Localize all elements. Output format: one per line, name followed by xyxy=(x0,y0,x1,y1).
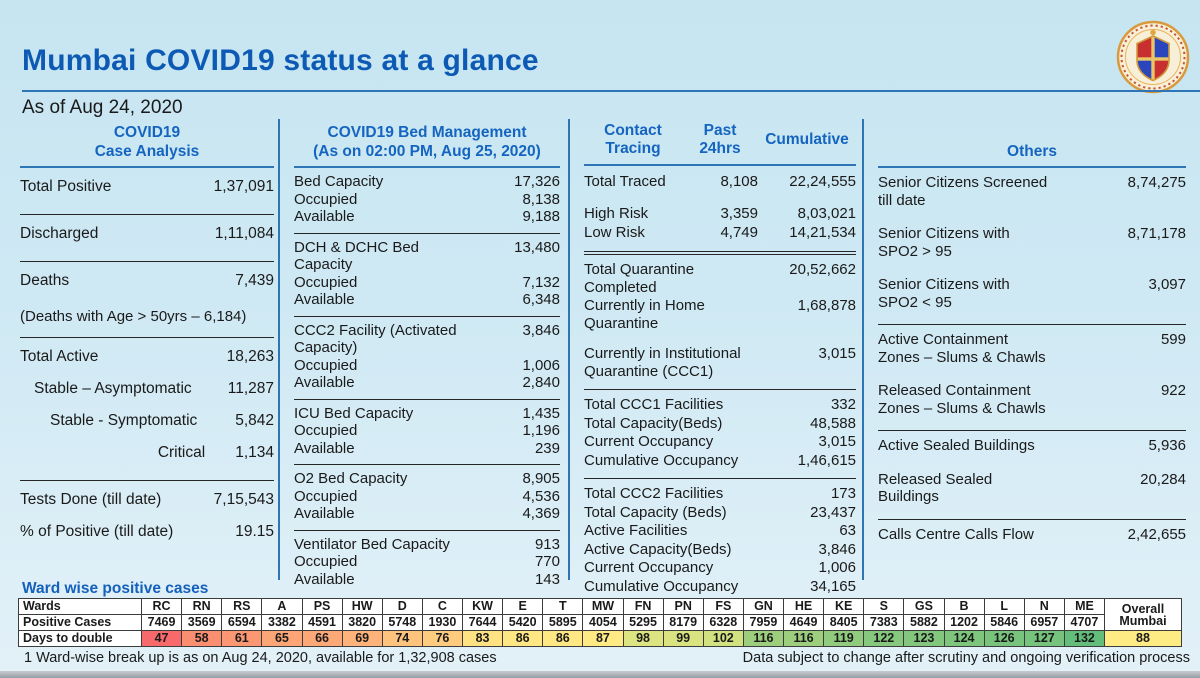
stat-row xyxy=(878,471,1186,506)
stat-row xyxy=(584,433,856,452)
ward-code: C xyxy=(422,599,462,615)
stat-value: 913 xyxy=(534,535,560,553)
stat-label: Released Sealed Buildings xyxy=(878,470,993,505)
stat-label: Total Capacity(Beds) xyxy=(584,414,723,432)
stat-row xyxy=(294,405,560,423)
ward-positive-cases: 4591 xyxy=(302,615,342,631)
stat-group xyxy=(584,479,856,604)
case-analysis-column xyxy=(12,119,278,580)
stat-label: Tests Done (till date) xyxy=(20,491,162,508)
stat-row xyxy=(294,553,560,571)
overall-mumbai-label: Overall Mumbai xyxy=(1105,599,1182,631)
case-analysis-header xyxy=(20,119,274,166)
stat-label: Senior Citizens with SPO2 < 95 xyxy=(878,276,1010,311)
stat-label: Ventilator Bed Capacity xyxy=(294,535,450,553)
stat-label: Total CCC2 Facilities xyxy=(584,485,724,502)
stat-label: Discharged xyxy=(20,225,99,242)
stat-label: Available xyxy=(294,439,355,457)
ward-code: FS xyxy=(703,599,743,615)
stat-label: Occupied xyxy=(294,356,358,374)
stat-row xyxy=(294,239,560,274)
ward-code: KW xyxy=(463,599,503,615)
stat-label: Total CCC1 Facilities xyxy=(584,396,724,413)
stat-value: 20,52,662 xyxy=(789,261,856,278)
stat-value: 599 xyxy=(1160,331,1186,348)
ward-positive-cases: 5748 xyxy=(382,615,422,631)
stat-row xyxy=(294,374,560,392)
contact-tracing-row xyxy=(584,223,856,243)
stat-value: 1,196 xyxy=(522,422,560,439)
ward-code: FN xyxy=(623,599,663,615)
ward-days-to-double: 69 xyxy=(342,631,382,647)
ward-days-to-double: 98 xyxy=(623,631,663,647)
stat-row xyxy=(878,225,1186,260)
ward-days-to-double: 47 xyxy=(142,631,182,647)
stat-value: 2,840 xyxy=(522,374,560,391)
ward-days-to-double: 102 xyxy=(703,631,743,647)
stat-value: 19.15 xyxy=(235,523,274,540)
bed-management-column xyxy=(280,119,568,588)
ward-code: MW xyxy=(583,599,623,615)
stat-value: 1,68,878 xyxy=(797,297,856,314)
ward-code: PS xyxy=(302,599,342,615)
positive-cases-row-label: Positive Cases xyxy=(19,615,142,631)
ward-days-to-double: 61 xyxy=(222,631,262,647)
stat-label: Stable - Symptomatic xyxy=(50,412,198,429)
stat-row xyxy=(20,515,274,547)
ward-positive-cases: 4649 xyxy=(784,615,824,631)
stat-label: Total Quarantine Completed xyxy=(584,261,695,296)
stat-value: 1,006 xyxy=(818,559,856,576)
stat-row xyxy=(294,505,560,523)
stat-value-cumulative: 22,24,555 xyxy=(789,173,856,190)
ward-positive-cases: 8179 xyxy=(663,615,703,631)
ward-code: D xyxy=(382,599,422,615)
ward-positive-cases: 5895 xyxy=(543,615,583,631)
stat-row xyxy=(584,414,856,433)
stat-value: 4,369 xyxy=(522,505,560,522)
stat-value: 1,006 xyxy=(522,356,560,374)
stat-value: 17,326 xyxy=(514,173,560,190)
stat-row xyxy=(294,173,560,191)
footer xyxy=(24,650,1190,666)
ward-positive-cases: 3382 xyxy=(262,615,302,631)
ward-positive-cases: 7644 xyxy=(463,615,503,631)
ward-positive-cases: 5846 xyxy=(984,615,1024,631)
ward-positive-cases: 7469 xyxy=(142,615,182,631)
ward-days-to-double: 123 xyxy=(904,631,944,647)
stat-value: 6,348 xyxy=(522,291,560,308)
stat-label: Released Containment Zones – Slums & Chawls xyxy=(878,382,1046,417)
stat-label: Current Occupancy xyxy=(584,433,714,450)
header-line: COVID19 Bed Management xyxy=(327,124,527,141)
table-row-positive-cases xyxy=(19,615,1182,631)
stat-row xyxy=(584,261,856,297)
ward-code: HE xyxy=(784,599,824,615)
stat-row xyxy=(294,274,560,292)
stat-row xyxy=(584,396,856,415)
ward-positive-cases: 1202 xyxy=(944,615,984,631)
ward-positive-cases: 3569 xyxy=(182,615,222,631)
stat-group xyxy=(20,481,274,559)
table-row-wards xyxy=(19,599,1182,615)
stat-label: Active Facilities xyxy=(584,522,688,539)
stat-row xyxy=(294,536,560,554)
ward-days-to-double: 74 xyxy=(382,631,422,647)
stat-group xyxy=(584,255,856,390)
stat-label: Currently in Home Quarantine xyxy=(584,297,705,332)
ward-positive-cases: 4054 xyxy=(583,615,623,631)
stat-label: High Risk xyxy=(584,204,649,222)
header-cumulative: Cumulative xyxy=(765,131,849,148)
stat-value: 173 xyxy=(830,485,856,502)
stat-group xyxy=(294,317,560,400)
ward-positive-cases: 4707 xyxy=(1064,615,1104,631)
stat-value: 23,437 xyxy=(810,503,856,521)
stat-value: 5,842 xyxy=(235,412,274,429)
stat-group xyxy=(878,331,1186,431)
bed-management-header xyxy=(294,119,560,166)
ward-days-to-double: 127 xyxy=(1024,631,1064,647)
stat-value: 922 xyxy=(1160,382,1186,399)
stat-label: Occupied xyxy=(294,190,358,208)
stat-row xyxy=(878,331,1186,366)
stat-label: Occupied xyxy=(294,422,358,439)
stat-value: 7,15,543 xyxy=(213,491,274,508)
header-line: Case Analysis xyxy=(94,143,200,160)
stat-label: Active Containment Zones – Slums & Chawls xyxy=(878,331,1046,366)
ward-positive-cases: 6328 xyxy=(703,615,743,631)
stat-row xyxy=(584,540,856,559)
header-contact-tracing: Contact Tracing xyxy=(604,122,662,157)
stat-row xyxy=(584,559,856,578)
ward-days-to-double: 87 xyxy=(583,631,623,647)
ward-table-container xyxy=(18,598,1182,647)
stat-row xyxy=(20,436,274,468)
contact-tracing-row xyxy=(584,172,856,192)
stat-row xyxy=(584,345,856,381)
ward-days-to-double: 76 xyxy=(422,631,462,647)
stat-value: 239 xyxy=(534,439,560,457)
ward-table xyxy=(18,598,1182,647)
stat-label: Senior Citizens Screened till date xyxy=(878,174,1048,209)
stat-row xyxy=(878,382,1186,417)
stat-value: 3,097 xyxy=(1148,276,1186,293)
overall-days-to-double: 88 xyxy=(1105,631,1182,647)
bed-management-stats xyxy=(294,168,560,595)
page-title: Mumbai COVID19 status at a glance xyxy=(22,44,539,77)
stat-label: ICU Bed Capacity xyxy=(294,404,414,422)
stat-row xyxy=(584,522,856,541)
ward-code: PN xyxy=(663,599,703,615)
contact-tracing-header xyxy=(584,119,856,164)
stat-value: 11,287 xyxy=(227,380,274,397)
stat-label: Stable – Asymptomatic xyxy=(34,380,192,397)
stat-group xyxy=(878,526,1186,557)
stat-value: 8,905 xyxy=(522,470,560,487)
stat-value: 3,015 xyxy=(818,433,856,450)
stat-value: 3,846 xyxy=(522,321,560,339)
ward-positive-cases: 1930 xyxy=(422,615,462,631)
stat-value: 770 xyxy=(534,553,560,570)
stat-row xyxy=(294,488,560,506)
stat-label: Current Occupancy xyxy=(584,559,714,576)
stat-group xyxy=(584,390,856,479)
stat-row xyxy=(294,470,560,488)
stat-row xyxy=(294,440,560,458)
header-divider xyxy=(878,166,1186,168)
ward-days-to-double: 132 xyxy=(1064,631,1104,647)
ward-days-to-double: 119 xyxy=(824,631,864,647)
stat-label: Total Capacity (Beds) xyxy=(584,503,727,521)
stat-group xyxy=(20,338,274,481)
stat-row xyxy=(20,296,274,325)
contact-tracing-row xyxy=(584,204,856,224)
ward-positive-cases: 6594 xyxy=(222,615,262,631)
stat-label: Calls Centre Calls Flow xyxy=(878,525,1034,543)
ward-code: HW xyxy=(342,599,382,615)
ward-positive-cases: 7959 xyxy=(743,615,783,631)
stat-label: Total Traced xyxy=(584,173,666,190)
wards-row-label: Wards xyxy=(19,599,142,615)
slide-bottom-edge xyxy=(0,671,1200,678)
stat-row xyxy=(294,322,560,357)
stat-row xyxy=(20,340,274,372)
stat-group xyxy=(20,215,274,262)
stat-group xyxy=(294,531,560,596)
stat-value: 8,74,275 xyxy=(1127,174,1186,191)
ward-code: T xyxy=(543,599,583,615)
ward-days-to-double: 99 xyxy=(663,631,703,647)
stat-row xyxy=(294,291,560,309)
stat-value-past24: 4,749 xyxy=(720,224,758,241)
ward-code: B xyxy=(944,599,984,615)
days-to-double-row-label: Days to double xyxy=(19,631,142,647)
stat-value-cumulative: 14,21,534 xyxy=(789,224,856,241)
stat-value: 1,37,091 xyxy=(213,178,274,195)
stat-value: 34,165 xyxy=(810,577,856,595)
stat-row xyxy=(294,208,560,226)
ward-days-to-double: 126 xyxy=(984,631,1024,647)
stat-value-past24: 8,108 xyxy=(720,173,758,190)
stat-row xyxy=(878,437,1186,455)
stat-row xyxy=(20,217,274,249)
stat-value: 9,188 xyxy=(522,208,560,225)
ward-days-to-double: 58 xyxy=(182,631,222,647)
stat-label: Cumulative Occupancy xyxy=(584,577,739,595)
stat-row xyxy=(294,422,560,440)
stat-value: 63 xyxy=(839,522,856,539)
stat-value: 1,134 xyxy=(235,444,274,461)
stat-label: Active Sealed Buildings xyxy=(878,437,1035,454)
stat-row xyxy=(584,503,856,522)
ward-code: ME xyxy=(1064,599,1104,615)
stat-row xyxy=(294,357,560,375)
stat-label: Bed Capacity xyxy=(294,173,384,190)
stat-group xyxy=(294,168,560,234)
stat-label: Available xyxy=(294,570,355,588)
ward-days-to-double: 86 xyxy=(543,631,583,647)
stat-row xyxy=(20,404,274,436)
stat-value: 4,536 xyxy=(522,487,560,505)
ward-positive-cases: 5882 xyxy=(904,615,944,631)
stat-label: (Deaths with Age > 50yrs – 6,184) xyxy=(20,308,247,325)
stat-row xyxy=(878,174,1186,209)
stat-value: 48,588 xyxy=(810,414,856,432)
ward-days-to-double: 65 xyxy=(262,631,302,647)
stat-row xyxy=(584,451,856,470)
header-line: (As on 02:00 PM, Aug 25, 2020) xyxy=(313,143,541,160)
stat-value: 1,46,615 xyxy=(797,451,856,469)
stat-row xyxy=(20,372,274,404)
ward-positive-cases: 5420 xyxy=(503,615,543,631)
stat-label: Senior Citizens with SPO2 > 95 xyxy=(878,225,1010,260)
stat-row xyxy=(878,276,1186,311)
ward-positive-cases: 5295 xyxy=(623,615,663,631)
header-past-24hrs: Past 24hrs xyxy=(699,122,741,157)
stat-row xyxy=(20,483,274,515)
ward-code: RN xyxy=(182,599,222,615)
stat-label: % of Positive (till date) xyxy=(20,523,174,540)
stat-label: Total Active xyxy=(20,348,99,365)
stat-value: 3,846 xyxy=(818,540,856,558)
case-analysis-stats xyxy=(20,168,274,559)
others-stats xyxy=(878,174,1186,556)
stat-row xyxy=(584,297,856,333)
stat-value: 332 xyxy=(830,396,856,413)
contact-traced-stats xyxy=(584,166,856,255)
ward-code: S xyxy=(864,599,904,615)
stat-label: Available xyxy=(294,505,355,522)
stat-group xyxy=(294,234,560,317)
stat-value: 2,42,655 xyxy=(1127,525,1186,543)
header-line: COVID19 xyxy=(113,124,181,141)
ward-code: N xyxy=(1024,599,1064,615)
stat-value: 1,11,084 xyxy=(214,225,274,242)
stat-row xyxy=(294,191,560,209)
stat-value: 1,435 xyxy=(522,404,560,422)
stat-value: 7,439 xyxy=(235,272,274,289)
stat-label: Available xyxy=(294,291,355,308)
ward-days-to-double: 83 xyxy=(463,631,503,647)
stat-label: DCH & DCHC Bed Capacity xyxy=(294,238,420,273)
stat-label: Currently in Institutional Quarantine (CCC1) xyxy=(584,345,741,380)
stat-value: 7,132 xyxy=(522,273,560,291)
stat-label: Occupied xyxy=(294,273,358,291)
stat-row xyxy=(294,571,560,589)
stat-label: Occupied xyxy=(294,487,358,505)
stat-label: Low Risk xyxy=(584,224,645,241)
stat-label: O2 Bed Capacity xyxy=(294,470,408,487)
ward-code: E xyxy=(503,599,543,615)
contact-tracing-column xyxy=(570,119,862,595)
stat-label: CCC2 Facility (Activated Capacity) xyxy=(294,321,457,356)
stat-label: Critical xyxy=(157,444,206,461)
stat-group xyxy=(878,174,1186,325)
stat-value: 18,263 xyxy=(226,348,274,365)
ward-code: KE xyxy=(824,599,864,615)
ward-days-to-double: 86 xyxy=(503,631,543,647)
ward-code: RC xyxy=(142,599,182,615)
stat-value: 143 xyxy=(534,570,560,588)
stat-label: Cumulative Occupancy xyxy=(584,451,739,469)
ward-code: RS xyxy=(222,599,262,615)
stat-row xyxy=(584,485,856,504)
others-header xyxy=(878,119,1186,166)
ward-days-to-double: 124 xyxy=(944,631,984,647)
ward-positive-cases: 8405 xyxy=(824,615,864,631)
stat-label: Occupied xyxy=(294,553,358,570)
stat-group xyxy=(294,465,560,531)
quarantine-stats xyxy=(584,255,856,604)
stat-group xyxy=(878,437,1186,520)
others-column xyxy=(864,119,1194,580)
ward-positive-cases: 7383 xyxy=(864,615,904,631)
ward-code: L xyxy=(984,599,1024,615)
ward-code: GN xyxy=(743,599,783,615)
stat-value: 20,284 xyxy=(1140,470,1186,488)
stat-row xyxy=(20,264,274,296)
stat-label: Available xyxy=(294,374,355,391)
stat-value: 3,015 xyxy=(818,345,856,362)
stat-group xyxy=(20,262,274,338)
ward-positive-cases: 6957 xyxy=(1024,615,1064,631)
stat-value: 8,138 xyxy=(522,190,560,208)
stat-group xyxy=(294,400,560,466)
stat-value: 8,71,178 xyxy=(1127,225,1186,242)
table-row-days-to-double xyxy=(19,631,1182,647)
title-underline xyxy=(22,90,1200,92)
stat-label: Deaths xyxy=(20,272,70,289)
footnote-ward-breakup: 1 Ward-wise break up is as on Aug 24, 2020, available for 1,32,908 cases xyxy=(24,650,497,666)
stat-row xyxy=(20,170,274,202)
stat-value-cumulative: 8,03,021 xyxy=(797,204,856,222)
stat-label: Available xyxy=(294,208,355,225)
stat-label: Active Capacity(Beds) xyxy=(584,540,732,558)
ward-days-to-double: 116 xyxy=(784,631,824,647)
stat-label: Total Positive xyxy=(20,178,112,195)
stat-group xyxy=(20,168,274,215)
stat-value-past24: 3,359 xyxy=(720,204,758,222)
header-line: Others xyxy=(1007,143,1057,160)
stat-value: 13,480 xyxy=(514,238,560,256)
ward-days-to-double: 116 xyxy=(743,631,783,647)
ward-days-to-double: 122 xyxy=(864,631,904,647)
footnote-disclaimer: Data subject to change after scrutiny and ongoing verification process xyxy=(742,650,1190,666)
ward-code: GS xyxy=(904,599,944,615)
as-of-date: As of Aug 24, 2020 xyxy=(22,97,183,118)
municipal-corporation-emblem-icon xyxy=(1116,20,1190,94)
stat-row xyxy=(878,526,1186,544)
ward-positive-cases: 3820 xyxy=(342,615,382,631)
ward-days-to-double: 66 xyxy=(302,631,342,647)
stat-row xyxy=(584,577,856,596)
ward-code: A xyxy=(262,599,302,615)
ward-table-title: Ward wise positive cases xyxy=(22,580,209,597)
stat-value: 5,936 xyxy=(1148,437,1186,454)
